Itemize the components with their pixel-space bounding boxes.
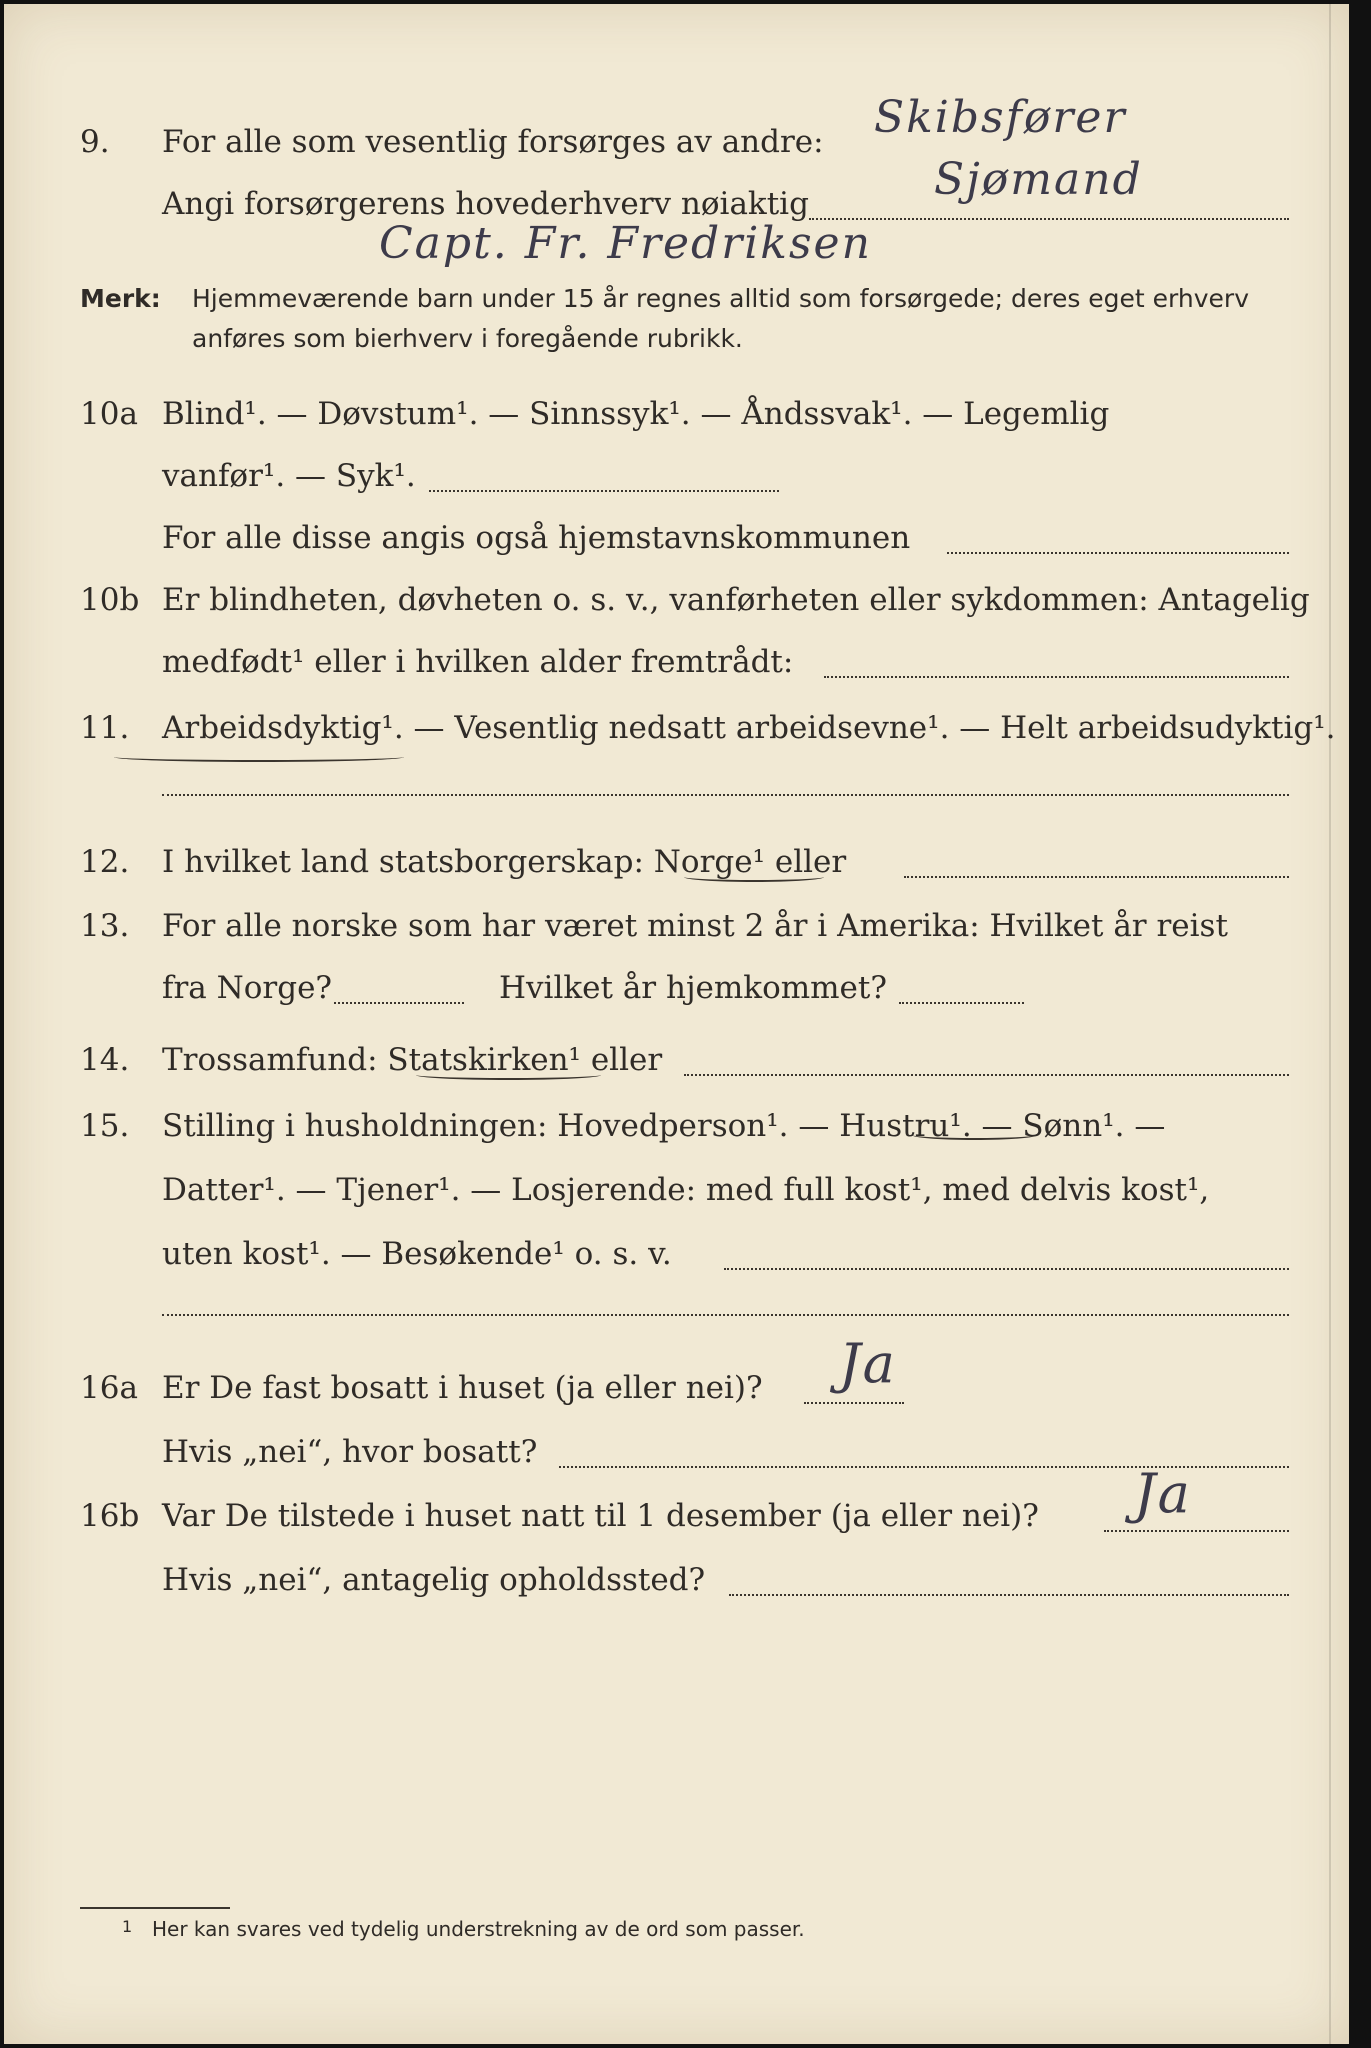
q9-occupation-line bbox=[809, 218, 1289, 220]
q11-number: 11. bbox=[80, 710, 130, 746]
q16b-answer-line bbox=[1104, 1530, 1289, 1532]
note-label: Merk: bbox=[80, 284, 161, 313]
q15-number: 15. bbox=[80, 1108, 130, 1144]
q15-row1 bbox=[4, 1090, 1349, 1160]
q14-answer-line bbox=[684, 1074, 1289, 1076]
q15-handwritten-underline bbox=[912, 1130, 1037, 1140]
q15-row3 bbox=[4, 1218, 1349, 1288]
q10a-row3 bbox=[4, 502, 1349, 572]
q10a-answer-line bbox=[429, 490, 779, 492]
q9-occupation-label: Angi forsørgerens hovederhverv nøiaktig bbox=[162, 186, 809, 222]
q9-answer-handwritten: Skibsfører bbox=[874, 92, 1127, 143]
q11-handwritten-underline bbox=[114, 752, 404, 762]
q12-answer-line bbox=[904, 876, 1289, 878]
note-line-2: anføres som bierhverv i foregående rubrikk. bbox=[192, 324, 743, 353]
q16a-number: 16a bbox=[80, 1370, 138, 1406]
q9-number: 9. bbox=[80, 124, 110, 160]
footnote-text: Her kan svares ved tydelig understrekning av de ord som passer. bbox=[152, 1917, 805, 1941]
q16b-number: 16b bbox=[80, 1498, 140, 1534]
q12-row bbox=[4, 826, 1349, 896]
q16a-answer-line bbox=[804, 1402, 904, 1404]
q16b-row2 bbox=[4, 1544, 1349, 1614]
q16b-followup-line bbox=[729, 1594, 1289, 1596]
q13-row1 bbox=[4, 890, 1349, 960]
q15-options-end: uten kost¹. — Besøkende¹ o. s. v. bbox=[162, 1236, 672, 1272]
q16b-followup: Hvis „nei“, antagelig opholdssted? bbox=[162, 1562, 706, 1598]
q10b-question-cont: medfødt¹ eller i hvilken alder fremtrådt: bbox=[162, 644, 794, 680]
q13-number: 13. bbox=[80, 908, 130, 944]
q16a-row1 bbox=[4, 1352, 1349, 1422]
q10a-number: 10a bbox=[80, 396, 138, 432]
q16a-followup: Hvis „nei“, hvor bosatt? bbox=[162, 1434, 538, 1470]
note-line-1: Hjemmeværende barn under 15 år regnes alltid som forsørgede; deres eget erhverv bbox=[192, 284, 1249, 313]
q10a-home-line bbox=[947, 552, 1289, 554]
q10b-number: 10b bbox=[80, 582, 140, 618]
q12-number: 12. bbox=[80, 844, 130, 880]
q9-row1 bbox=[4, 106, 1349, 176]
q16a-question: Er De fast bosatt i huset (ja eller nei)? bbox=[162, 1370, 763, 1406]
q10a-row1 bbox=[4, 378, 1349, 448]
q14-row bbox=[4, 1024, 1349, 1094]
q13-left-label: fra Norge? bbox=[162, 970, 333, 1006]
q9-occupation-handwritten: Sjømand bbox=[934, 154, 1143, 205]
q15-options-cont: Datter¹. — Tjener¹. — Losjerende: med full kost¹, med delvis kost¹, bbox=[162, 1172, 1210, 1208]
q10b-answer-line bbox=[824, 676, 1289, 678]
q15-answer-line bbox=[724, 1268, 1289, 1270]
q12-handwritten-underline bbox=[684, 872, 824, 882]
q10b-question: Er blindheten, døvheten o. s. v., vanførheten eller sykdommen: Antagelig bbox=[162, 582, 1310, 618]
q9-name-handwritten: Capt. Fr. Fredriksen bbox=[379, 218, 872, 269]
q13-right-label: Hvilket år hjemkommet? bbox=[499, 970, 887, 1006]
q15-question: Stilling i husholdningen: Hovedperson¹. — Hustru¹. — Sønn¹. — bbox=[162, 1108, 1166, 1144]
q11-answer-line bbox=[162, 794, 1289, 796]
q14-handwritten-underline bbox=[416, 1070, 601, 1080]
q15-extra-line bbox=[162, 1314, 1289, 1316]
q13-row2 bbox=[4, 952, 1349, 1022]
q16b-answer-handwritten: Ja bbox=[1134, 1462, 1192, 1525]
q11-options: Arbeidsdyktig¹. — Vesentlig nedsatt arbeidsevne¹. — Helt arbeidsudyktig¹. bbox=[162, 710, 1336, 746]
q13-right-line bbox=[899, 1002, 1024, 1004]
q10b-row2 bbox=[4, 626, 1349, 696]
footnote-rule bbox=[80, 1907, 230, 1909]
q13-question: For alle norske som har været minst 2 år i Amerika: Hvilket år reist bbox=[162, 908, 1228, 944]
q10a-home-label: For alle disse angis også hjemstavnskommunen bbox=[162, 520, 911, 556]
census-form-page bbox=[4, 4, 1349, 2044]
q13-left-line bbox=[334, 1002, 464, 1004]
footnote-mark: 1 bbox=[122, 1917, 133, 1936]
q10a-options: Blind¹. — Døvstum¹. — Sinnssyk¹. — Åndssvak¹. — Legemlig bbox=[162, 396, 1110, 432]
q10a-row2 bbox=[4, 440, 1349, 510]
q16b-question: Var De tilstede i huset natt til 1 desember (ja eller nei)? bbox=[162, 1498, 1039, 1534]
q16a-answer-handwritten: Ja bbox=[839, 1332, 897, 1395]
q12-question: I hvilket land statsborgerskap: Norge¹ eller bbox=[162, 844, 847, 880]
q10a-options-cont: vanfør¹. — Syk¹. bbox=[162, 458, 416, 494]
q15-row2 bbox=[4, 1154, 1349, 1224]
q14-question: Trossamfund: Statskirken¹ eller bbox=[162, 1042, 663, 1078]
q10b-row1 bbox=[4, 564, 1349, 634]
q9-question: For alle som vesentlig forsørges av andre: bbox=[162, 124, 824, 160]
q14-number: 14. bbox=[80, 1042, 130, 1078]
